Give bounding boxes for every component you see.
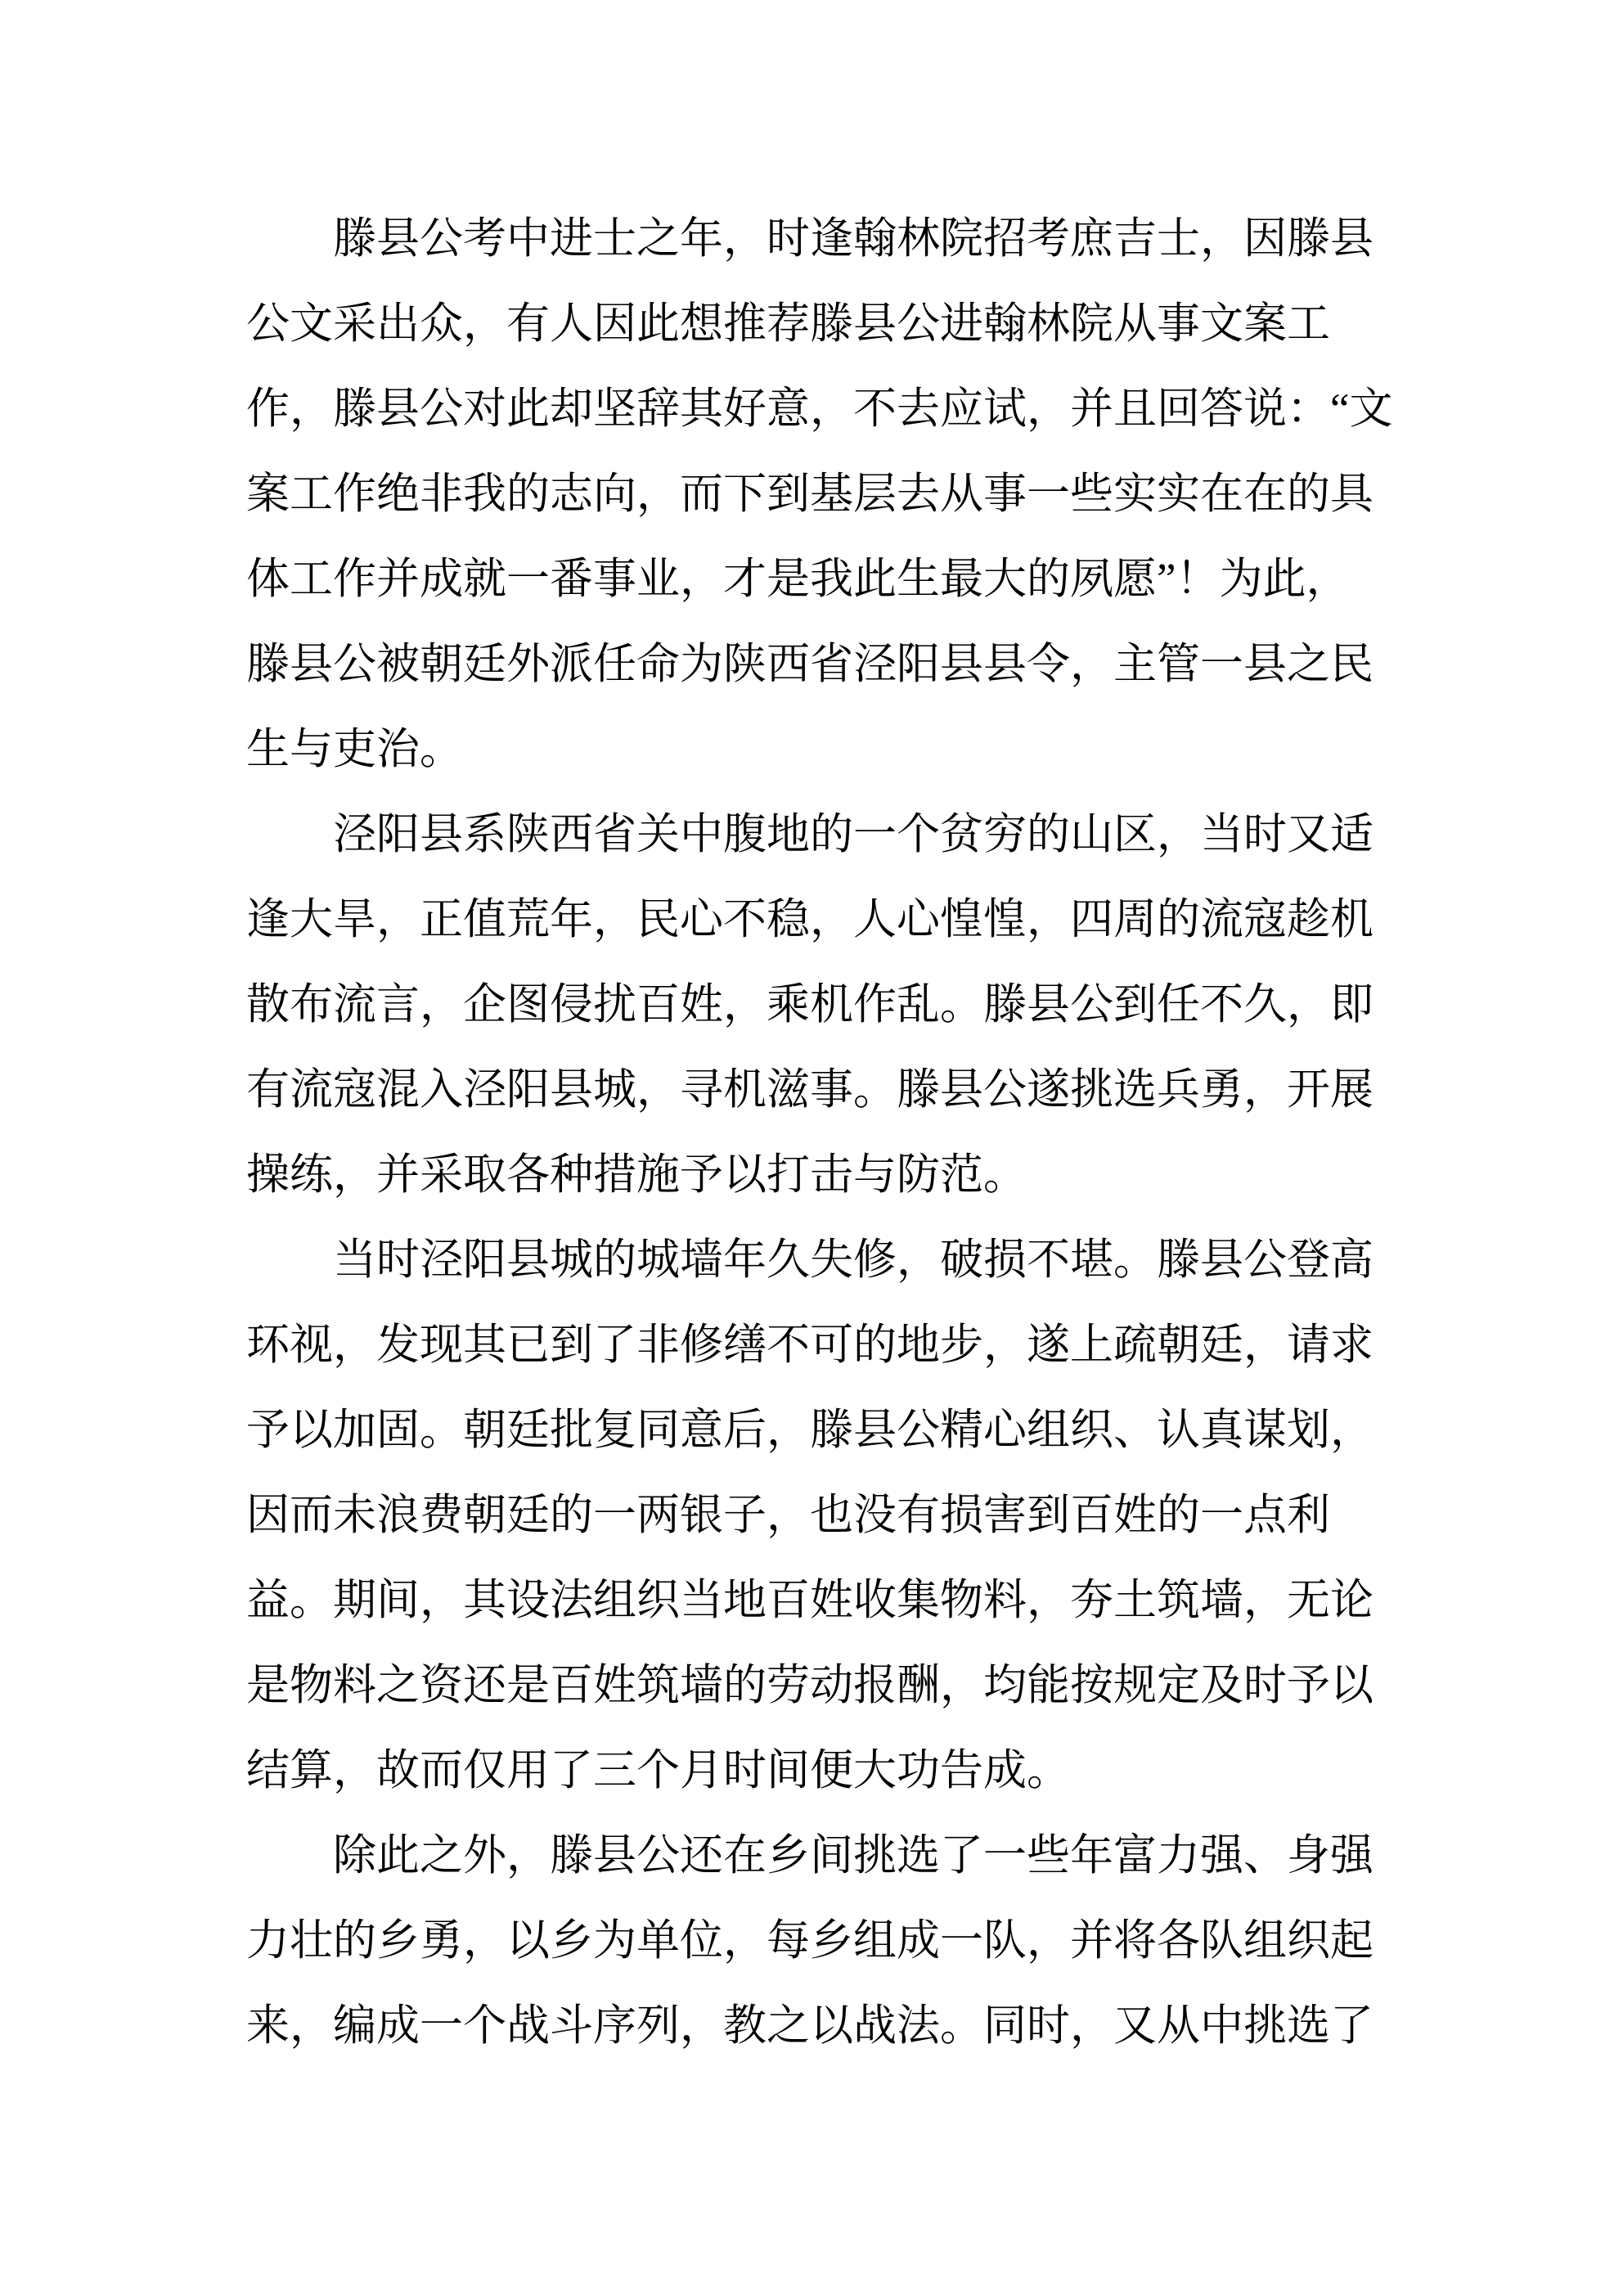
text-line: 力壮的乡勇，以乡为单位，每乡组成一队，并将各队组织起 <box>246 1917 1373 1965</box>
text-line: 体工作并成就一番事业，才是我此生最大的夙愿”！为此， <box>246 556 1350 603</box>
text-line: 生与吏治。 <box>246 726 463 773</box>
text-line: 结算，故而仅用了三个月时间便大功告成。 <box>246 1747 1070 1794</box>
text-line: 益。期间，其设法组织当地百姓收集物料，夯土筑墙，无论 <box>246 1577 1373 1624</box>
paragraph-4 <box>246 1813 1377 2069</box>
text-line: 滕县公考中进士之年，时逢翰林院招考庶吉士，因滕县 <box>333 215 1373 263</box>
text-line: 因而未浪费朝廷的一两银子，也没有损害到百姓的一点利 <box>246 1492 1330 1539</box>
text-line: 环视，发现其已到了非修缮不可的地步，遂上疏朝廷，请求 <box>246 1321 1373 1369</box>
paragraph-3 <box>246 1218 1377 1813</box>
paragraph-2 <box>246 792 1377 1218</box>
text-line: 当时泾阳县城的城墙年久失修，破损不堪。滕县公登高 <box>333 1236 1373 1284</box>
text-line: 操练，并采取各种措施予以打击与防范。 <box>246 1151 1027 1199</box>
text-line: 泾阳县系陕西省关中腹地的一个贫穷的山区，当时又适 <box>333 811 1373 858</box>
text-line: 作，滕县公对此却坚辞其好意，不去应试，并且回答说：“文 <box>246 385 1393 433</box>
text-line: 公文采出众，有人因此想推荐滕县公进翰林院从事文案工 <box>246 300 1330 348</box>
paragraph-1 <box>246 196 1393 792</box>
text-line: 除此之外，滕县公还在乡间挑选了一些年富力强、身强 <box>333 1832 1373 1880</box>
text-line: 逢大旱，正值荒年，民心不稳，人心惶惶，四周的流寇趁机 <box>246 896 1373 943</box>
text-line: 散布流言，企图侵扰百姓，乘机作乱。滕县公到任不久，即 <box>246 981 1373 1029</box>
document-text <box>246 196 1393 2069</box>
text-line: 有流寇混入泾阳县城，寻机滋事。滕县公遂挑选兵勇，开展 <box>246 1066 1373 1114</box>
text-line: 予以加固。朝廷批复同意后，滕县公精心组织、认真谋划， <box>246 1407 1373 1454</box>
text-line: 滕县公被朝廷外派任命为陕西省泾阳县县令，主管一县之民 <box>246 641 1373 688</box>
text-line: 是物料之资还是百姓筑墙的劳动报酬，均能按规定及时予以 <box>246 1662 1373 1709</box>
text-line: 案工作绝非我的志向，而下到基层去从事一些实实在在的具 <box>246 470 1373 518</box>
text-line: 来，编成一个战斗序列，教之以战法。同时，又从中挑选了 <box>246 2002 1373 2050</box>
